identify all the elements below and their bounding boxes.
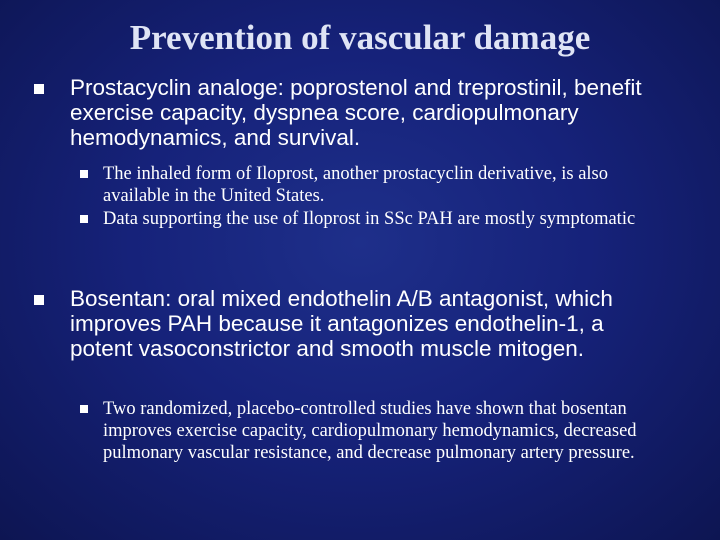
slide-title: Prevention of vascular damage [129, 18, 591, 57]
bullet-item [0, 75, 720, 150]
square-bullet-icon [80, 170, 88, 178]
bullet-level2 [0, 208, 678, 230]
bullet-text: Prostacyclin analoge: poprostenol and treprostinil, benefit exercise capacity, dyspnea score, cardiopulmonary hemodynamics, and survival. [70, 75, 642, 150]
sub-bullet-item [0, 163, 720, 207]
bullet-level1 [0, 75, 650, 150]
square-bullet-icon [80, 405, 88, 413]
sub-bullet-text: Data supporting the use of Iloprost in SSc PAH are mostly symptomatic [103, 209, 636, 229]
sub-bullet-text: The inhaled form of Iloprost, another prostacyclin derivative, is also available in the United States. [103, 164, 609, 206]
sub-bullet-item [0, 208, 720, 230]
sub-bullet-text: Two randomized, placebo-controlled studies have shown that bosentan improves exercise capacity, cardiopulmonary hemodynamics, decreased pulmonary vascular resistance, and decrease pulmonary artery pressure. [103, 399, 637, 463]
sub-bullet-item [0, 398, 720, 464]
bullet-text: Bosentan: oral mixed endothelin A/B antagonist, which improves PAH because it antagonizes endothelin-1, a potent vasoconstrictor and smooth muscle mitogen. [70, 286, 613, 361]
bullet-level2 [0, 163, 678, 207]
square-bullet-icon [34, 84, 44, 94]
square-bullet-icon [34, 295, 44, 305]
bullet-item [0, 286, 720, 361]
square-bullet-icon [80, 215, 88, 223]
bullet-level2 [0, 398, 678, 464]
bullet-level1 [0, 286, 650, 361]
